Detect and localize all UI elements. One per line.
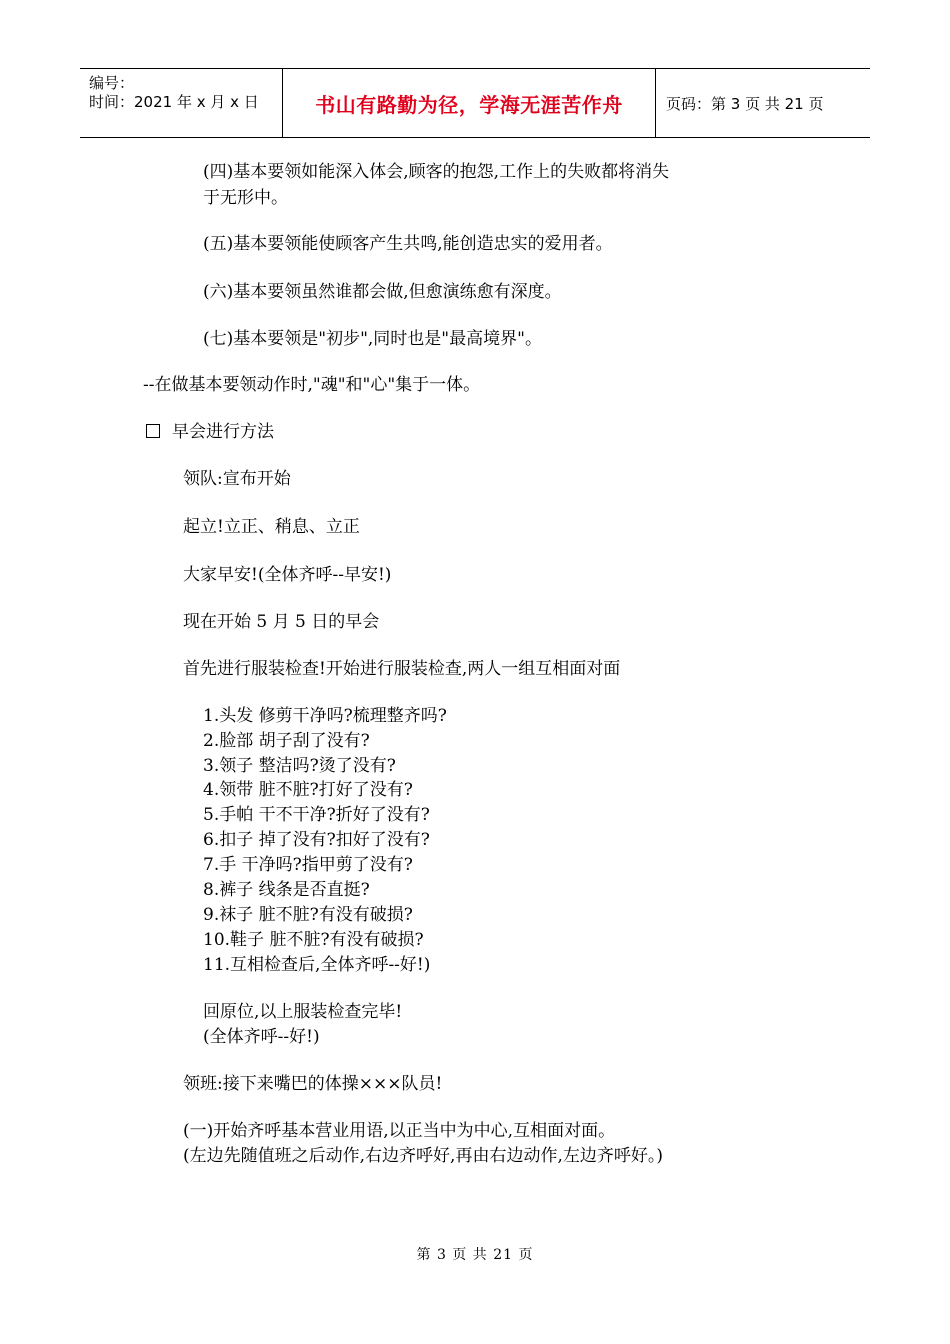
list-item: 3.领子 整洁吗?烫了没有? xyxy=(203,756,396,776)
start-line: 现在开始 5 月 5 日的早会 xyxy=(183,612,380,632)
list-item: 1.头发 修剪干净吗?梳理整齐吗? xyxy=(203,706,447,726)
paragraph-6: (六)基本要领虽然谁都会做,但愈演练愈有深度。 xyxy=(203,282,562,302)
list-item: 7.手 干净吗?指甲剪了没有? xyxy=(203,855,413,875)
section-heading xyxy=(146,420,274,444)
motto-text: 书山有路勤为径，学海无涯苦作舟 xyxy=(315,92,623,117)
list-item: 2.脸部 胡子刮了没有? xyxy=(203,731,370,751)
page-footer: 第 3 页 共 21 页 xyxy=(416,1247,534,1263)
time-label: 时间：2021 年 x 月 x 日 xyxy=(89,93,259,111)
header-motto xyxy=(283,69,656,137)
page-info-text: 页码：第 3 页 共 21 页 xyxy=(666,94,824,113)
list-item: 8.裤子 线条是否直挺? xyxy=(203,880,370,900)
list-item: 9.袜子 脏不脏?有没有破损? xyxy=(203,905,413,925)
paragraph-7: (七)基本要领是"初步",同时也是"最高境界"。 xyxy=(203,329,542,349)
leader-line: 领队:宣布开始 xyxy=(183,469,291,489)
document-header xyxy=(80,68,870,138)
header-meta xyxy=(80,69,283,137)
list-item: 11.互相检查后,全体齐呼--好!) xyxy=(203,955,431,975)
paragraph-5: (五)基本要领能使顾客产生共鸣,能创造忠实的爱用者。 xyxy=(203,234,613,254)
step-1-note: (左边先随值班之后动作,右边齐呼好,再由右边动作,左边齐呼好。) xyxy=(183,1146,663,1166)
return-response: (全体齐呼--好!) xyxy=(203,1027,320,1047)
paragraph-4-line1: (四)基本要领如能深入体会,顾客的抱怨,工作上的失败都将消失 xyxy=(203,162,670,182)
note-line: --在做基本要领动作时,"魂"和"心"集于一体。 xyxy=(143,375,481,395)
number-label: 编号： xyxy=(89,74,135,92)
list-item: 6.扣子 掉了没有?扣好了没有? xyxy=(203,830,430,850)
stand-line: 起立!立正、稍息、立正 xyxy=(183,517,360,537)
list-item: 10.鞋子 脏不脏?有没有破损? xyxy=(203,930,424,950)
check-intro: 首先进行服装检查!开始进行服装检查,两人一组互相面对面 xyxy=(183,659,621,679)
return-line: 回原位,以上服装检查完毕! xyxy=(203,1002,403,1022)
section-title: 早会进行方法 xyxy=(172,422,274,442)
greeting-line: 大家早安!(全体齐呼--早安!) xyxy=(183,565,392,585)
paragraph-4-line2: 于无形中。 xyxy=(203,188,288,208)
header-page-info xyxy=(656,69,870,137)
checkbox-icon xyxy=(146,424,160,438)
leader2-line: 领班:接下来嘴巴的体操×××队员! xyxy=(183,1074,443,1094)
step-1: (一)开始齐呼基本营业用语,以正当中为中心,互相面对面。 xyxy=(183,1121,616,1141)
list-item: 5.手帕 干不干净?折好了没有? xyxy=(203,805,430,825)
list-item: 4.领带 脏不脏?打好了没有? xyxy=(203,780,413,800)
